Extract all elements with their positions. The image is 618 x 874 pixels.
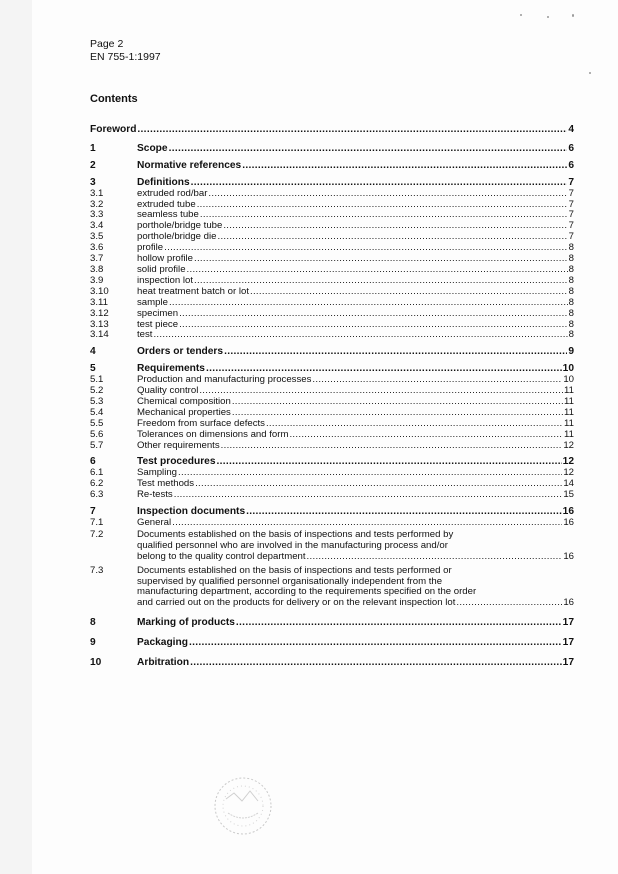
toc-page: 8 [568,263,574,275]
toc-title: Quality control [137,385,199,397]
toc-title: porthole/bridge tube [137,220,223,232]
toc-page: 12 [563,439,574,451]
toc-title: Re-tests [137,489,173,501]
toc-number: 3.13 [90,318,109,330]
toc-number: 5.2 [90,385,104,397]
toc-title: profile [137,242,164,254]
toc-title: Sampling [137,467,177,479]
toc-page: 11 [564,385,574,397]
toc-page: 8 [568,274,574,286]
contents-heading: Contents [90,93,138,105]
toc-title: Requirements [137,363,205,375]
toc-page: 12 [562,456,574,468]
toc-number: 5 [90,363,96,375]
toc-page: 7 [568,231,574,243]
toc-title: Arbitration [137,657,190,669]
toc-number: 5.7 [90,439,104,451]
toc-number: 3.9 [90,274,104,286]
toc-number: 3.4 [90,220,104,232]
toc-title: Marking of products [137,617,235,629]
toc-entry-foreword[interactable] [90,125,574,136]
toc-title: General [137,517,172,528]
toc-page: 4 [568,124,574,135]
toc-title: Mechanical properties [137,406,231,418]
toc-entry[interactable] [90,298,574,309]
scan-speck [572,14,574,17]
toc-page: 7 [568,176,574,188]
toc-number: 1 [90,142,96,154]
toc-number: 3.6 [90,242,104,254]
toc-entry[interactable] [90,330,574,341]
toc-page: 12 [563,467,574,479]
toc-title: Packaging [137,637,188,649]
toc-title: Test procedures [137,456,216,468]
toc-title: solid profile [137,263,186,275]
toc-number: 5.4 [90,406,104,418]
toc-title: seamless tube [137,209,199,221]
toc-number: 7.1 [90,517,104,528]
toc-title: Chemical composition [137,395,231,407]
toc-entry[interactable] [90,430,574,441]
toc-number: 6.3 [90,489,104,501]
table-of-contents [90,125,574,669]
toc-page: 11 [564,406,574,418]
toc-page: 11 [564,428,574,440]
toc-page: 6 [568,159,574,171]
toc-entry[interactable] [90,178,574,189]
toc-title: Production and manufacturing processes [137,374,312,386]
toc-number: 3.14 [90,329,109,341]
toc-number: 5.3 [90,395,104,407]
toc-page: 10 [562,363,574,375]
toc-page: 16 [563,597,574,609]
toc-title: extruded tube [137,198,196,210]
toc-page: 8 [568,329,574,341]
toc-title-line: supervised by qualified personnel organisationally independent from the [137,575,443,587]
toc-title: extruded rod/bar [137,187,208,199]
toc-entry[interactable] [90,161,574,172]
toc-page: 9 [568,346,574,358]
toc-entry[interactable] [90,441,574,452]
toc-page: 8 [568,296,574,308]
toc-title: porthole/bridge die [137,231,217,243]
standard-number: EN 755-1:1997 [90,51,161,63]
toc-number: 10 [90,657,102,669]
toc-page: 17 [562,617,574,629]
toc-title-line: qualified personnel who are involved in the manufacturing process and/or [137,539,448,551]
toc-title: Freedom from surface defects [137,417,265,429]
toc-number: 7.2 [90,528,104,540]
toc-title-line: Documents established on the basis of inspections and tests performed by [137,529,454,540]
toc-number: 7 [90,506,96,518]
toc-entry[interactable] [90,618,574,629]
toc-number: 5.5 [90,417,104,429]
toc-title-line: and carried out on the products for delivery or on the relevant inspection lot [137,597,456,609]
toc-page: 14 [563,478,574,490]
page-header [90,38,161,64]
toc-number: 3.10 [90,285,109,297]
toc-number: 3 [90,176,96,188]
toc-page: 10 [563,374,574,386]
toc-number: 9 [90,637,96,649]
toc-page: 16 [562,506,574,518]
toc-page: 8 [568,242,574,254]
toc-title-line: belong to the quality control department [137,550,306,562]
toc-number: 3.1 [90,187,104,199]
toc-entry[interactable] [90,658,574,669]
toc-entry[interactable] [90,189,574,200]
toc-entry[interactable] [90,638,574,649]
toc-title-line: Documents established on the basis of inspections and tests performed or [137,565,452,576]
toc-page: 15 [563,489,574,501]
toc-number: 4 [90,346,96,358]
toc-page: 7 [568,187,574,199]
scan-margin [0,0,32,874]
toc-number: 3.11 [90,296,108,308]
toc-entry[interactable] [90,144,574,155]
toc-title: Test methods [137,478,195,490]
toc-entry-7-2[interactable] [90,530,574,563]
toc-page: 16 [563,550,574,562]
toc-number: 7.3 [90,564,104,576]
toc-page: 17 [562,637,574,649]
toc-number: 3.7 [90,253,104,265]
toc-number: 6.1 [90,467,104,479]
toc-number: 5.6 [90,428,104,440]
toc-title: Tolerances on dimensions and form [137,428,289,440]
toc-entry-7-3[interactable] [90,566,574,610]
toc-title: specimen [137,307,179,319]
toc-number: 6 [90,456,96,468]
toc-page: 11 [564,395,574,407]
toc-number: 6.2 [90,478,104,490]
toc-page: 16 [563,517,574,528]
toc-title: test piece [137,318,179,330]
toc-entry[interactable] [90,309,574,320]
toc-page: 17 [562,657,574,669]
toc-number: 2 [90,159,96,171]
toc-number: 3.12 [90,307,109,319]
toc-page: 7 [568,220,574,232]
scan-speck [520,14,522,16]
toc-title: inspection lot [137,274,193,286]
scan-speck [547,16,549,18]
toc-number: 8 [90,617,96,629]
toc-page: 7 [568,209,574,221]
toc-number: 3.5 [90,231,104,243]
toc-page: 8 [568,307,574,319]
toc-title: test [137,329,153,341]
page-number: Page 2 [90,38,124,50]
toc-title: Inspection documents [137,506,246,518]
toc-title: heat treatment batch or lot [137,285,249,297]
toc-number: 3.8 [90,263,104,275]
toc-title: Other requirements [137,439,220,451]
toc-title-line: manufacturing department, according to the requirements specified on the order [137,586,477,598]
embossed-stamp [212,775,274,837]
toc-title: sample [137,296,168,308]
toc-title: Normative references [137,159,242,171]
toc-entry[interactable] [90,490,574,501]
toc-title: hollow profile [137,253,193,265]
toc-number: 3.2 [90,198,104,210]
toc-title: Scope [137,142,168,154]
toc-page: 8 [568,253,574,265]
toc-page: 7 [568,198,574,210]
toc-page: 8 [568,318,574,330]
toc-page: 8 [568,285,574,297]
toc-title: Foreword [90,124,137,135]
toc-number: 3.3 [90,209,104,221]
toc-entry[interactable] [90,518,574,529]
toc-title: Definitions [137,176,190,188]
toc-page: 6 [568,142,574,154]
toc-entry[interactable] [90,320,574,331]
toc-number: 5.1 [90,374,104,386]
scan-speck [589,72,591,74]
toc-title: Orders or tenders [137,346,224,358]
toc-page: 11 [564,417,574,429]
toc-entry[interactable] [90,347,574,358]
